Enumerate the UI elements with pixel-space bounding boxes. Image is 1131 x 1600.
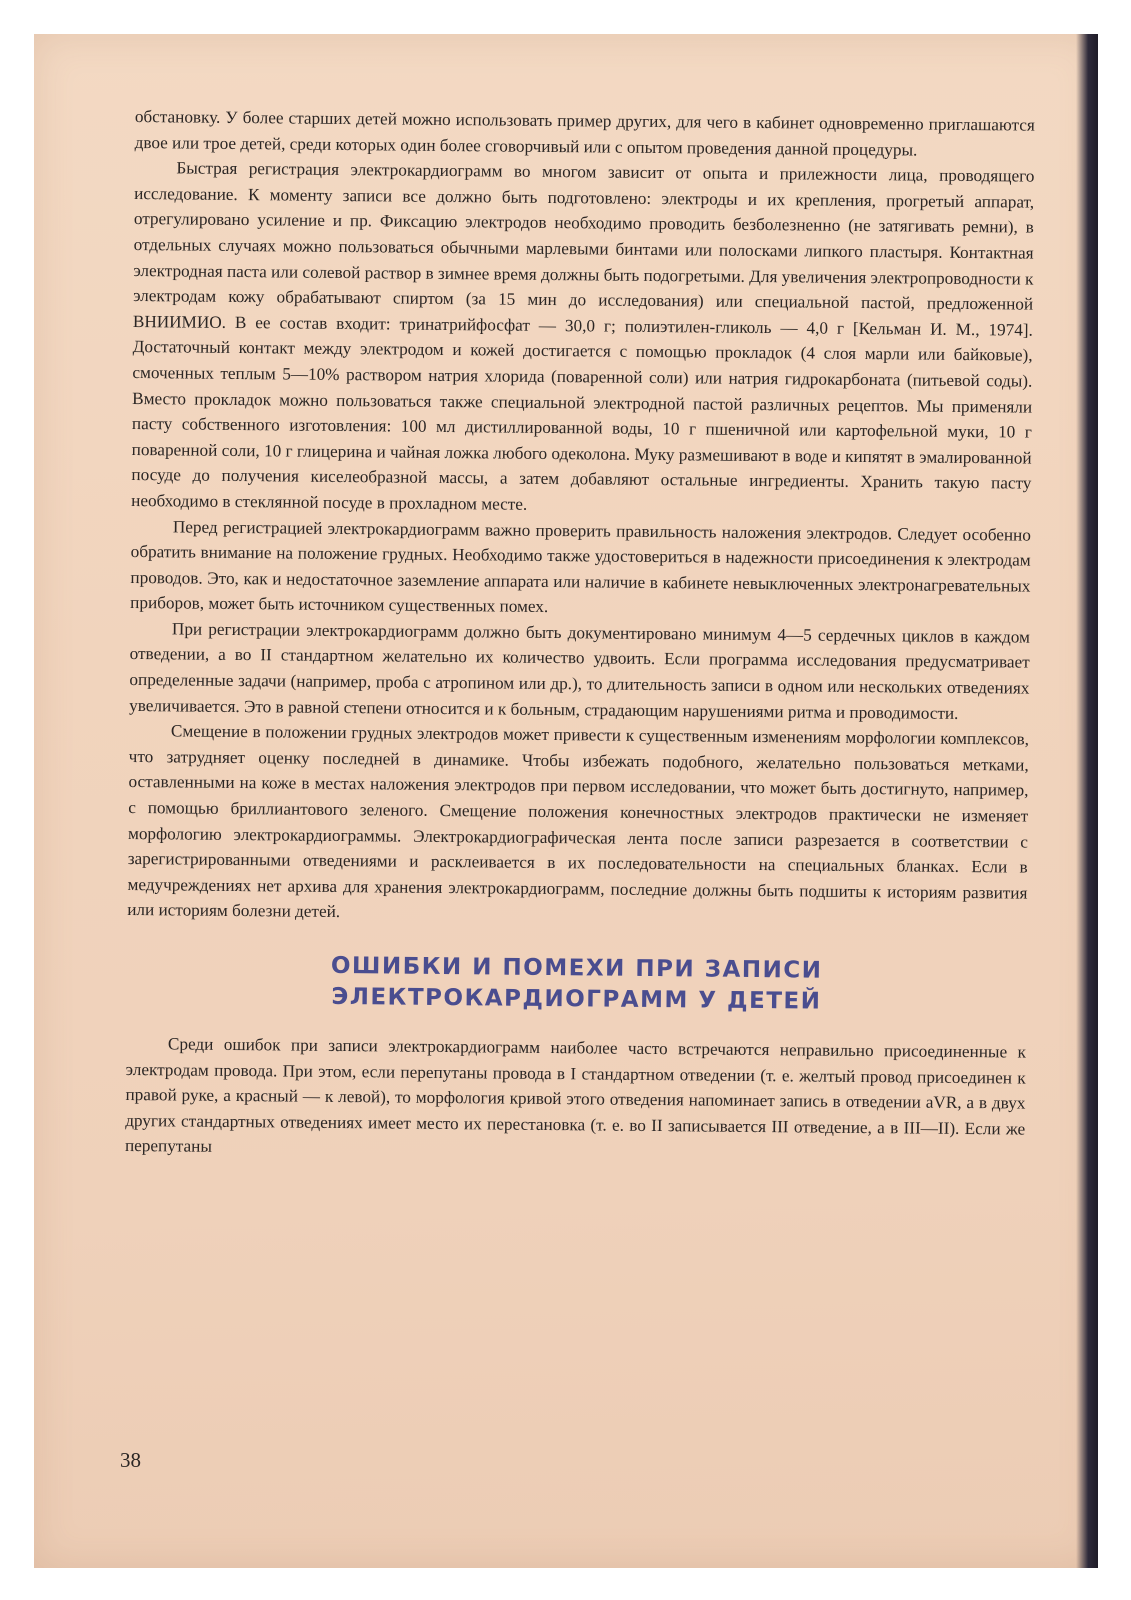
paragraph-ecg-registration: Быстрая регистрация электрокардиограмм во многом зависит от опыта и прилежности лица, проводящего исследование. К моменту записи все должно быть подготовлено: электроды и их крепления, прогретый аппарат, отрегулировано усиление и пр. Фиксацию электродов необходимо проводить безболезненно (не затягивать ремни), в отдельных случаях можно пользоваться обычными марлевыми бинтами или полосками липкого пластыря. Контактная электродная паста или солевой раствор в зимнее время должны быть подогретыми. Для увеличения электропроводности к электродам кожу обрабатывают спиртом (за 15 мин до исследования) или специальной пастой, предложенной ВНИИМИО. В ее состав входит: тринатрийфосфат — 30,0 г; полиэтилен-гликоль — 4,0 г [Кельман И. М., 1974]. Достаточный контакт между электродом и кожей достигается с помощью прокладок (4 слоя марли или байковые), смоченных теплым 5—10% раствором натрия хлорида (поваренной соли) или натрия гидрокарбоната (питьевой соды). Вместо прокладок можно пользоваться также специальной электродной пастой различных рецептов. Мы применяли пасту собственного изготовления: 100 мл дистиллированной воды, 10 г пшеничной или картофельной муки, 10 г поваренной соли, 10 г глицерина и чайная ложка любого одеколона. Муку размешивают в воде и кипятят в эмалированной посуде до получения киселеобразной массы, а затем добавляют остальные ингредиенты. Хранить такую пасту необходимо в стеклянной посуде в прохладном месте. xyxy=(131,158,1035,514)
page-spine-shadow xyxy=(1076,34,1098,1568)
paragraph-wiring-errors: Среди ошибок при записи электрокардиограмм наиболее часто встречаются неправильно присоединенные к электродам провода. При этом, если перепутаны провода в I стандартном отведении (т. е. желтый провод присоединен к правой руке, а красный — к левой), то морфология кривой этого отведения напоминает запись в отведении aVR, а в двух других стандартных отведениях имеет место их перестановка (т. е. во II записывается III отведение, а в III—II). Если же перепутаны xyxy=(124,1034,1027,1157)
paragraph-electrode-displacement: Смещение в положении грудных электродов может привести к существенным изменениям морфологии комплексов, что затрудняет оценку последней в динамике. Чтобы избежать подобного, желательно пользоваться метками, оставленными на коже в местах наложения электродов при первом исследовании, что может быть достигнуто, например, с помощью бриллиантового зеленого. Смещение положения конечностных электродов практически не изменяет морфологию электрокардиограммы. Электрокардиографическая лента после записи разрезается в соответствии с зарегистрированными отведениями и расклеивается в их последовательности на специальных бланках. Если в медучреждениях нет архива для хранения электрокардиограмм, последние должны быть подшиты к историям развития или историям болезни детей. xyxy=(127,721,1030,922)
paragraph-cardiac-cycles: При регистрации электрокардиограмм должно быть документировано минимум 4—5 сердечных циклов в каждом отведении, а во II стандартном желательно их количество удвоить. Если программа исследования предусматривает определенные задачи (например, проба с атропином или др.), то длительность записи в одном или нескольких отведениях увеличивается. Это в равной степени относится и к больным, страдающим нарушениями ритма и проводимости. xyxy=(129,619,1031,723)
page-number: 38 xyxy=(120,1448,141,1472)
section-heading-line-1: ОШИБКИ И ПОМЕХИ ПРИ ЗАПИСИ xyxy=(330,952,823,984)
paragraph-continuation: обстановку. У более старших детей можно использовать пример других, для чего в кабинет одновременно приглашаются двое или трое детей, среди которых один более сговорчивый или с опытом проведения данной процедуры. xyxy=(134,106,1035,160)
section-heading xyxy=(126,949,1027,1020)
paragraph-electrode-check: Перед регистрацией электрокардиограмм важно проверить правильность наложения электродов. Следует особенно обратить внимание на положение грудных. Необходимо также удостовериться в надежности присоединения к электродам проводов. Это, как и недостаточное заземление аппарата или наличие в кабинете невыключенных электронагревательных приборов, может быть источником существенных помех. xyxy=(130,516,1031,617)
page-text-body xyxy=(125,104,1035,1168)
section-heading-line-2: ЭЛЕКТРОКАРДИОГРАММ У ДЕТЕЙ xyxy=(331,983,822,1015)
